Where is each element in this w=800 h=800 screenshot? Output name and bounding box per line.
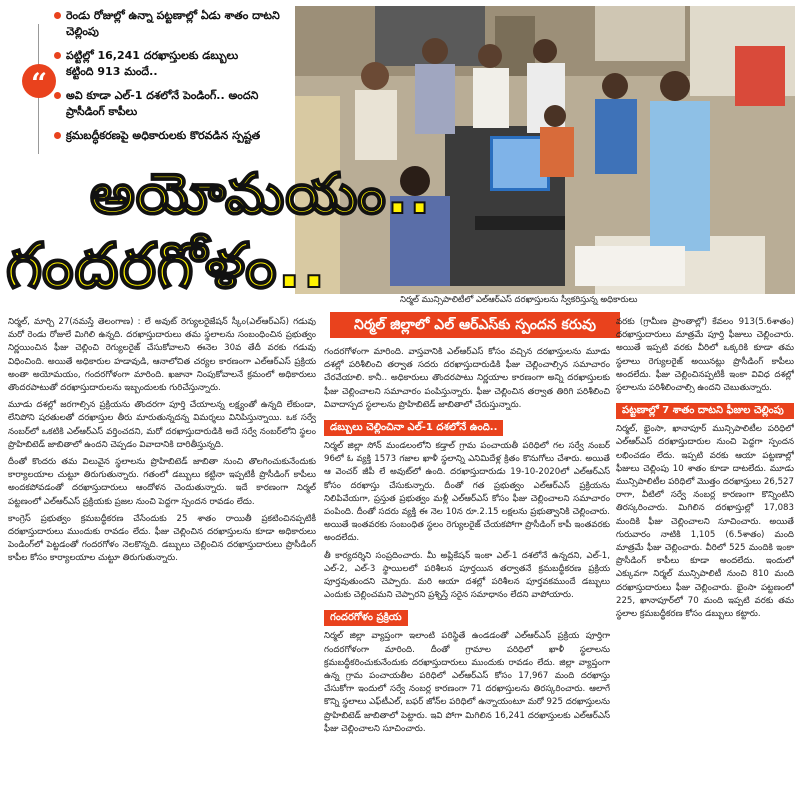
bullet-icon	[54, 92, 61, 99]
paragraph: నిర్మల్, భైంసా, ఖానాపూర్ మున్సిపాలిటీల పరిధిలో ఎల్ఆర్ఎస్ దరఖాస్తుదారుల నుంచి పెద్దగా స్పందన లభించడం లేదు. ఇప్పటి వరకు ఆయా పట్టణాల్లో ఫీజులు చెల్లింపు 10 శాతం కూడా దాటలేదు. మూడు మున్సిపాలిటీల పరిధిలో మొత్తం దరఖాస్తులు 26,527 రాగా, వీటిలో సర్వే నంబర్ల కారణంగా కొన్నింటిని తిరస్కరించారు. మిగిలిన దరఖాస్తుల్లో 17,083 మందికి ఫీజు చెల్లించాలని సూచించారు. అయితే గురువారం నాటికి 1,105 (6.5శాతం) మంది మాత్రమే ఫీజు చెల్లించారు. వీరిలో 525 మందికి ఇంకా ప్రొసీడింగ్ కాపీలు కూడా అందలేదు. ఇందులో ఎక్కువగా నిర్మల్ మున్సిపాలిటీ నుంచి 810 మంది దరఖాస్తుదారులు ఫీజు చెల్లించారు. భైంసా పట్టణంలో 225, ఖానాపూర్‌లో 70 మంది ఇప్పటి వరకు తమ స్థలాల క్రమబద్ధీకరణ కోసం డబ్బులు కట్టారు.	[616, 424, 794, 620]
subheadline-banner: నిర్మల్ జిల్లాలో ఎల్ ఆర్ఎస్‌కు స్పందన కరువు	[330, 312, 620, 338]
paragraph: తీ కార్యదర్శిని సంప్రదించారు. మీ అప్లికేషన్ ఇంకా ఎల్-1 దశలోనే ఉన్నదని, ఎల్-1, ఎల్-2, ఎల్-3 స్థాయిలలో పరిశీలన పూర్తయిన తర్వాతనే క్రమబద్ధీకరణ ప్రక్రియ పూర్తవుతుందని చెప్పారు. మరి ఆయా దశల్లో పరిశీలన పూర్తవకముందే డబ్బులు ఎందుకు చెల్లించమని చెప్పారని ప్రశ్నిస్తే సరైన సమాధానం లేదని వాపోయారు.	[324, 550, 610, 601]
paragraph: గందరగోళంగా మారింది. వాస్తవానికి ఎల్ఆర్ఎస్ కోసం వచ్చిన దరఖాస్తులను మూడు దశల్లో పరిశీలించి తర్వాత సదరు దరఖాస్తుదారుడికి ఫీజు చెల్లించాల్సిన సమాచారం చేరవేయాలి. కానీ.. అధికారులు తొందరపాటు నిర్ణయాల కారణంగా అన్ని దరఖాస్తులకు ఫీజు చెల్లించాలని సమాచారం పంపిస్తున్నారు. ఫీజు చెల్లించిన తర్వాత తిరిగి పరిశీలించి వివాదాస్పద స్థలాలను ప్రొహిబిటెడ్ జాబితాలో చేరుస్తున్నారు.	[324, 347, 610, 410]
paragraph: వరకు (గ్రామీణ ప్రాంతాల్లో) కేవలం 913(5.6శాతం) దరఖాస్తుదారులు మాత్రమే పూర్తి ఫీజులు చెల్లించారు. అయితే ఇప్పటి వరకు వీరిలో ఒక్కరికి కూడా తమ స్థలాలు రెగ్యులరైజ్ అయినట్లు ప్రొసీడింగ్ కాపీలు అందలేదు. ఫీజు చెల్లించినప్పటికీ ఇంకా వివిధ దశల్లో స్థలాలను పరిశీలించాల్సి ఉందని చెబుతున్నారు.	[616, 317, 794, 394]
highlights-panel	[8, 6, 293, 156]
highlight-text: పట్టిల్లో 16,241 దరఖాస్తులకు డబ్బులు కట్టింది 913 మందే..	[66, 49, 239, 78]
paragraph: మూడు దశల్లో జరగాల్సిన ప్రక్రియను తొందరగా పూర్తి చేయాలన్న లక్ష్యంతో ఉన్నది లేకుండా, లేనిపోని షరతులతో దరఖాస్తుల తీరు మారుతున్నదన్న విమర్శలు వినిపిస్తున్నాయి. ఒక సర్వే నంబర్‌లో ఒకటికి ఎల్ఆర్ఎస్ వర్తించదని, మరో దరఖాస్తుదారుడికి అదే సర్వే నంబర్‌లోని స్థలం ప్రొహిబిటెడ్ జాబితాలో ఉందని చెప్పడం వివాదానికి దారితీస్తున్నది.	[8, 400, 316, 450]
headline	[0, 160, 470, 310]
section-heading: డబ్బులు చెల్లించినా ఎల్-1 దశలోనే ఉంది..	[324, 420, 503, 436]
article-column-2	[324, 346, 610, 794]
highlight-item	[66, 88, 291, 120]
highlight-text: క్రమబద్ధీకరణపై అధికారులకు కొరవడిన స్పష్టత	[66, 129, 261, 142]
headline-line-2: గందరగోళం..	[6, 229, 327, 302]
highlight-text: అవి కూడా ఎల్-1 దశలోనే పెండింగ్.. అందని ప్రాసీడింగ్ కాపీలు	[66, 89, 259, 118]
highlight-item	[66, 128, 291, 144]
section-heading: గందరగోళం ప్రక్రియ	[324, 610, 408, 626]
photo-caption: నిర్మల్ మున్సిపాలిటీలో ఎల్ఆర్ఎస్ దరఖాస్తులను స్వీకరిస్తున్న అధికారులు	[400, 295, 638, 305]
paragraph: నిర్మల్ జిల్లా సోన్ మండలంలోని కడ్తాల్ గ్రామ పంచాయతీ పరిధిలో గల సర్వే నంబర్ 96లో ఓ వ్యక్తి 1573 గజాల ఖాళీ స్థలాన్ని ఎనిమిదేళ్ల క్రితం కొనుగోలు చేశారు. అయితే ఆ వెంచర్ జీపీ లే అవుట్‌లో ఉంది. దరఖాస్తుదారుడు 19-10-2020లో ఎల్ఆర్ఎస్ కోసం దరఖాస్తు చేసుకున్నారు. దీంతో గత ప్రభుత్వం ఎల్ఆర్ఎస్ ప్రక్రియను నిలిపివేయగా, ప్రస్తుత ప్రభుత్వం మళ్లీ ఎల్ఆర్ఎస్ కోసం ఫీజు చెల్లించాలని సమాచారం పంపింది. దీంతో సదరు వ్యక్తి ఈ నెల 10న రూ.2.15 లక్షలను ప్రభుత్వానికి చెల్లించారు. అయితే ఇంతవరకు సంబంధిత స్థలం రెగ్యులరైజ్ చేయకపోగా ప్రొసీడింగ్ కాపీ ఇంతవరకు అందలేదు.	[324, 441, 610, 544]
paragraph: కాంగ్రెస్ ప్రభుత్వం క్రమబద్ధీకరణ చేసేందుకు 25 శాతం రాయితీ ప్రకటించినప్పటికీ దరఖాస్తుదారులు ముందుకు రావడం లేదు. ఫీజు చెల్లించిన దరఖాస్తులను కూడా అధికారులు పెండింగ్‌లో పెట్టడంతో గందరగోళం నెలకొన్నది. డబ్బులు చెల్లించిన దరఖాస్తుదారులు ప్రొసీడింగ్ కాపీల కోసం కార్యాలయాల చుట్టూ తిరుగుతున్నారు.	[8, 513, 316, 564]
highlight-item	[66, 48, 251, 80]
paragraph: దీంతో కొందరు తమ విలువైన స్థలాలను ప్రొహిబిటెడ్ జాబితా నుంచి తొలగించుకునేందుకు కార్యాలయాల చుట్టూ తిరుగుతున్నారు. గతంలో డబ్బులు కట్టినా ఇప్పటికీ ప్రొసీడింగ్ కాపీలు అందకపోవడంతో దరఖాస్తుదారులు ఆందోళన చెందుతున్నారు. ఇదే కారణంగా నిర్మల్ పట్టణంలో ఎల్ఆర్ఎస్ ప్రక్రియకు ప్రజల నుంచి పెద్దగా స్పందన రావడం లేదు.	[8, 457, 316, 507]
bullet-icon	[54, 52, 61, 59]
quote-icon: “	[22, 64, 56, 98]
article-column-1	[8, 316, 316, 794]
highlight-text: రెండు రోజుల్లో ఉన్నా పట్టణాల్లో ఏడు శాతం దాటని చెల్లింపు	[66, 9, 280, 38]
bullet-icon	[54, 12, 61, 19]
article-column-3	[616, 316, 794, 794]
section-heading: పట్టణాల్లో 7 శాతం దాటని ఫీజుల చెల్లింపు	[616, 403, 794, 419]
headline-line-1: అయోమయం..	[90, 162, 432, 227]
paragraph: నిర్మల్, మార్చి 27(నమస్తే తెలంగాణ) : లే అవుట్ రెగ్యులరైజేషన్ స్కీం(ఎల్ఆర్ఎస్) గడువు మరో రెండు రోజులే మిగిలి ఉన్నది. దరఖాస్తుదారులు తమ స్థలాలను సంబంధించిన ప్రభుత్వం నిర్ణయించిన ఫీజు చెల్లించి రెగ్యులరైజ్ చేసుకోవాలని ఈనెల 30వ తేదీ వరకు గడువు విధించింది. అయితే అధికారుల హడావుడి, ఆనాలోచిత చర్యల కారణంగా ఎల్ఆర్ఎస్ ప్రక్రియ అంతా అయోమయం, గందరగోళంగా మారింది. ఖజానా నింపుకోవాలనే క్రమంలో అధికారులు తొందరపాటుతో దరఖాస్తుదారులను ఇబ్బందులకు గురిచేస్తున్నారు.	[8, 317, 316, 394]
highlight-item	[66, 8, 291, 40]
paragraph: నిర్మల్ జిల్లా వ్యాప్తంగా ఇలాంటి పరిస్థితే ఉండడంతో ఎల్ఆర్ఎస్ ప్రక్రియ పూర్తిగా గందరగోళంగా మారింది. దీంతో గ్రామాల పరిధిలో ఖాళీ స్థలాలను క్రమబద్ధీకరించుకునేందుకు దరఖాస్తుదారులు ముందుకు రావడం లేదు. జిల్లా వ్యాప్తంగా ఉన్న గ్రామ పంచాయతీల పరిధిలో ఎల్ఆర్ఎస్ కోసం 17,967 మంది దరఖాస్తు చేసుకోగా ఇందులో సర్వే నంబర్ల కారణంగా 71 దరఖాస్తులను తిరస్కరించారు. ఆలాగే కొన్ని స్థలాలు ఎఫ్‌టీఎల్, బఫర్ జోన్‌ల పరిధిలో ఉన్నాయంటూ మరో 925 దరఖాస్తులను ప్రొహిబిటెడ్ జాబితాలో పెట్టారు. ఇవి పోగా మిగిలిన 16,241 దరఖాస్తులకు ఎల్ఆర్ఎస్ ఫీజు చెల్లించాలని సూచించారు.	[324, 631, 610, 734]
bullet-icon	[54, 132, 61, 139]
